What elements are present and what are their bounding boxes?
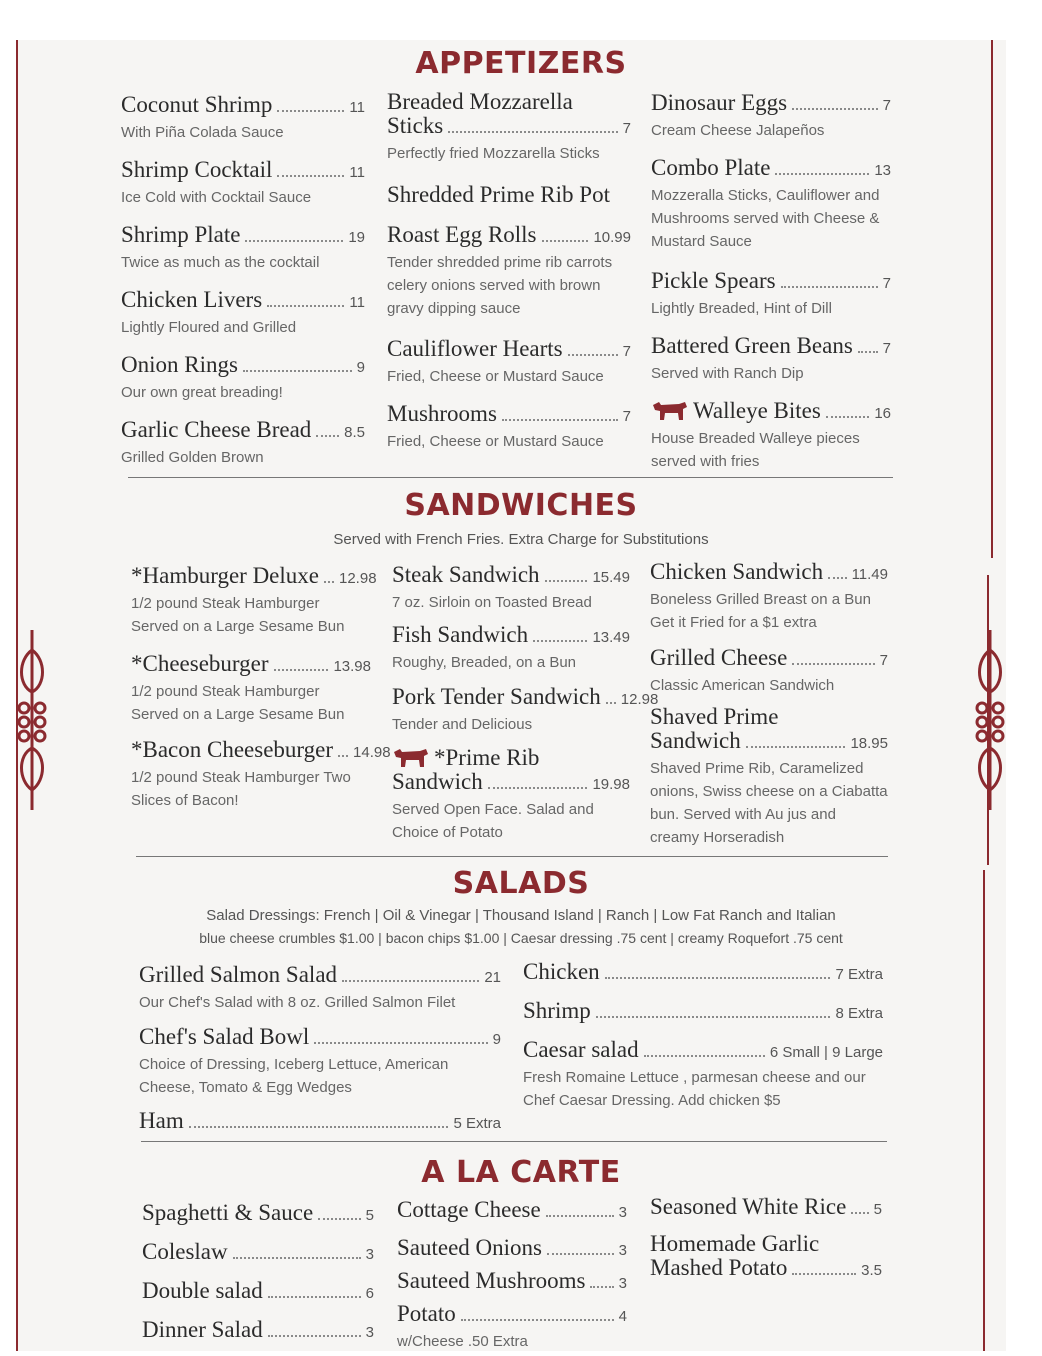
item-price: 13.49 <box>592 629 630 646</box>
item-desc: Fresh Romaine Lettuce , parmesan cheese and our Chef Caesar Dressing. Add chicken $5 <box>523 1069 866 1109</box>
item-desc: House Breaded Walleye pieces served with fries <box>651 430 860 470</box>
item-desc: Cream Cheese Jalapeños <box>651 122 825 139</box>
item-price: 13.98 <box>333 658 371 675</box>
menu-item <box>392 622 630 684</box>
item-price: 7 Extra <box>835 966 883 983</box>
alacarte-col-2 <box>397 1197 627 1349</box>
item-name-line1: Breaded Mozzarella <box>387 89 573 114</box>
item-name: Grilled Cheese <box>650 645 788 670</box>
ornament-scroll-icon-right <box>972 630 1008 810</box>
alacarte-title: A LA CARTE <box>421 1155 621 1190</box>
appetizers-col-3 <box>651 90 891 470</box>
item-price: 3 <box>618 1204 627 1221</box>
appetizers-col-2 <box>387 90 631 466</box>
item-price: 18.95 <box>850 735 888 752</box>
item-name: Pork Tender Sandwich <box>392 684 601 709</box>
item-name: Mushrooms <box>387 401 497 426</box>
item-desc: Classic American Sandwich <box>650 677 835 694</box>
item-price: 11 <box>349 164 365 181</box>
item-price: 7 <box>622 343 631 360</box>
item-price: 7 <box>879 652 888 669</box>
item-price: 9 <box>492 1031 501 1048</box>
menu-item <box>142 1278 374 1317</box>
menu-item <box>139 1024 501 1108</box>
menu-item <box>142 1200 374 1239</box>
menu-item <box>650 645 888 705</box>
right-border-top <box>991 40 993 558</box>
item-price: 11 <box>349 99 365 116</box>
item-desc: Choice of Dressing, Iceberg Lettuce, American Cheese, Tomato & Egg Wedges <box>139 1056 449 1096</box>
menu-item <box>121 157 365 222</box>
item-name: Grilled Salmon Salad <box>139 962 338 987</box>
item-name-line2: Sandwich <box>650 728 741 753</box>
sandwiches-col-2 <box>392 562 659 846</box>
menu-item <box>392 746 630 846</box>
menu-item <box>397 1301 627 1349</box>
alacarte-col-3 <box>650 1194 882 1282</box>
item-price: 16 <box>874 405 891 422</box>
menu-item <box>397 1235 627 1268</box>
item-name: Shrimp Cocktail <box>121 157 273 182</box>
bull-icon <box>651 399 689 421</box>
item-name: Roast Egg Rolls <box>387 222 537 247</box>
item-name: Combo Plate <box>651 155 771 180</box>
item-desc: Served Open Face. Salad and Choice of Potato <box>392 801 594 841</box>
item-price: 5 <box>873 1201 882 1218</box>
item-desc: Lightly Breaded, Hint of Dill <box>651 300 832 317</box>
menu-item <box>523 1037 883 1117</box>
item-desc: Our Chef's Salad with 8 oz. Grilled Salmon Filet <box>139 994 456 1011</box>
item-name: Seasoned White Rice <box>650 1194 847 1219</box>
salads-addons: blue cheese crumbles $1.00 | bacon chips $1.00 | Caesar dressing .75 cent | creamy Roquefort .75 cent <box>199 930 843 946</box>
item-desc: Boneless Grilled Breast on a Bun Get it Fried for a $1 extra <box>650 591 871 631</box>
item-price: 15.49 <box>592 569 630 586</box>
item-name-line2: Mashed Potato <box>650 1255 788 1280</box>
menu-item <box>392 684 659 746</box>
item-name: Potato <box>397 1301 456 1326</box>
item-name: Dinner Salad <box>142 1317 263 1342</box>
menu-item <box>131 563 377 651</box>
item-price: 3 <box>365 1324 374 1341</box>
menu-item <box>650 1232 882 1282</box>
item-price: 5 <box>365 1207 374 1224</box>
item-desc: 7 oz. Sirloin on Toasted Bread <box>392 594 592 611</box>
item-desc: 1/2 pound Steak Hamburger Served on a Large Sesame Bun <box>131 595 345 635</box>
menu-item <box>650 705 888 845</box>
item-price: 11 <box>349 294 365 311</box>
menu-item <box>650 1194 882 1232</box>
item-name: *Bacon Cheeseburger <box>131 737 334 762</box>
menu-item <box>131 651 371 737</box>
item-name: Fish Sandwich <box>392 622 529 647</box>
menu-item <box>121 222 365 287</box>
menu-item <box>121 92 365 157</box>
sandwiches-col-1 <box>131 563 391 823</box>
item-price: 19 <box>348 229 365 246</box>
item-desc: Twice as much as the cocktail <box>121 254 320 271</box>
item-name: Onion Rings <box>121 352 238 377</box>
item-name: Pickle Spears <box>651 268 776 293</box>
menu-item <box>651 155 891 268</box>
item-desc: Ice Cold with Cocktail Sauce <box>121 189 312 206</box>
menu-item <box>387 336 631 401</box>
item-price: 6 <box>365 1285 374 1302</box>
item-price: 5 Extra <box>453 1115 501 1132</box>
item-desc: 1/2 pound Steak Hamburger Two Slices of Bacon! <box>131 769 351 809</box>
divider <box>128 477 893 478</box>
item-name: Garlic Cheese Bread <box>121 417 312 442</box>
menu-item <box>397 1268 627 1301</box>
item-name-line2: Sticks <box>387 113 444 138</box>
item-name: *Cheeseburger <box>131 651 269 676</box>
item-price: 12.98 <box>339 570 377 587</box>
item-price: 13 <box>874 162 891 179</box>
menu-item <box>387 90 631 182</box>
appetizers-title: APPETIZERS <box>415 46 627 81</box>
item-price: 7 <box>882 340 891 357</box>
appetizers-col-1 <box>121 92 365 482</box>
item-name: Chicken Sandwich <box>650 559 824 584</box>
menu-item <box>651 398 891 470</box>
item-desc: Tender and Delicious <box>392 716 533 733</box>
item-price: 7 <box>622 408 631 425</box>
menu-item <box>523 998 883 1037</box>
item-price: 10.99 <box>593 229 631 246</box>
item-name: Coleslaw <box>142 1239 228 1264</box>
item-desc: With Piña Colada Sauce <box>121 124 284 141</box>
item-name: Chicken Livers <box>121 287 263 312</box>
item-name: Sauteed Onions <box>397 1235 543 1260</box>
item-price: 7 <box>622 120 631 137</box>
menu-item <box>387 182 631 222</box>
item-name: Battered Green Beans <box>651 333 853 358</box>
item-price: 8 Extra <box>835 1005 883 1022</box>
item-name: *Hamburger Deluxe <box>131 563 319 588</box>
item-desc: 1/2 pound Steak Hamburger Served on a Large Sesame Bun <box>131 683 345 723</box>
salads-title: SALADS <box>452 866 590 901</box>
item-name: Walleye Bites <box>693 398 821 423</box>
item-name: Shredded Prime Rib Pot <box>387 182 610 207</box>
menu-item <box>121 417 365 482</box>
divider <box>136 856 888 857</box>
item-desc: Grilled Golden Brown <box>121 449 264 466</box>
item-desc: Served with Ranch Dip <box>651 365 804 382</box>
item-price: 7 <box>882 275 891 292</box>
item-name-line1: Homemade Garlic <box>650 1231 820 1256</box>
item-name: Shrimp Plate <box>121 222 241 247</box>
item-price: 4 <box>618 1308 627 1325</box>
item-price: 3 <box>365 1246 374 1263</box>
item-price: 3.5 <box>861 1262 882 1279</box>
salads-dressings: Salad Dressings: French | Oil & Vinegar | Thousand Island | Ranch | Low Fat Ranch and Italian <box>206 907 836 924</box>
menu-item <box>651 333 891 398</box>
item-desc: Lightly Floured and Grilled <box>121 319 297 336</box>
item-desc: Our own great breading! <box>121 384 283 401</box>
item-name: Chicken <box>523 959 600 984</box>
ornament-scroll-icon-left <box>14 630 50 810</box>
menu-item <box>392 562 630 622</box>
item-desc: Shaved Prime Rib, Caramelized onions, Swiss cheese on a Ciabatta bun. Served with Au jus and creamy Horseradish <box>650 760 888 846</box>
menu-item <box>523 959 883 998</box>
item-name: Caesar salad <box>523 1037 639 1062</box>
salads-col-2 <box>523 959 883 1117</box>
item-name: Sauteed Mushrooms <box>397 1268 586 1293</box>
menu-item <box>131 737 391 823</box>
item-desc: Mozzeralla Sticks, Cauliflower and Mushrooms served with Cheese & Mustard Sauce <box>651 187 880 250</box>
item-name: Coconut Shrimp <box>121 92 273 117</box>
item-name-line1: *Prime Rib <box>434 745 540 770</box>
menu-item <box>142 1317 374 1356</box>
item-price: 19.98 <box>592 776 630 793</box>
item-desc: Roughy, Breaded, on a Bun <box>392 654 577 671</box>
item-price: 12.98 <box>620 691 659 708</box>
item-desc: Fried, Cheese or Mustard Sauce <box>387 433 604 450</box>
bull-icon <box>392 746 430 768</box>
item-name: Steak Sandwich <box>392 562 540 587</box>
menu-item <box>121 287 365 352</box>
menu-item <box>139 962 501 1024</box>
item-price: 21 <box>484 969 501 986</box>
item-desc: Perfectly fried Mozzarella Sticks <box>387 145 600 162</box>
alacarte-col-1 <box>142 1200 374 1356</box>
item-name: Spaghetti & Sauce <box>142 1200 314 1225</box>
menu-item <box>651 268 891 333</box>
salads-col-1 <box>139 962 501 1138</box>
item-price: 14.98 <box>353 744 391 761</box>
item-name-line2: Sandwich <box>392 769 483 794</box>
menu-item <box>121 352 365 417</box>
item-name: Cottage Cheese <box>397 1197 541 1222</box>
item-name-line1: Shaved Prime <box>650 704 779 729</box>
item-name: Dinosaur Eggs <box>651 90 788 115</box>
item-price: 3 <box>618 1275 627 1292</box>
item-desc: w/Cheese .50 Extra <box>397 1333 528 1350</box>
sandwiches-title: SANDWICHES <box>404 488 638 523</box>
item-name: Cauliflower Hearts <box>387 336 563 361</box>
menu-item <box>142 1239 374 1278</box>
sandwiches-note: Served with French Fries. Extra Charge for Substitutions <box>333 531 709 548</box>
item-desc: Fried, Cheese or Mustard Sauce <box>387 368 604 385</box>
item-price: 6 Small | 9 Large <box>769 1044 883 1061</box>
menu-item <box>387 222 631 336</box>
menu-item <box>139 1108 501 1138</box>
divider <box>141 1141 887 1142</box>
item-price: 9 <box>356 359 365 376</box>
item-name: Shrimp <box>523 998 591 1023</box>
item-desc: Tender shredded prime rib carrots celery onions served with brown gravy dipping sauce <box>387 254 613 317</box>
item-price: 8.5 <box>344 424 365 441</box>
sandwiches-col-3 <box>650 559 888 845</box>
item-name: Chef's Salad Bowl <box>139 1024 310 1049</box>
menu-item <box>650 559 888 645</box>
menu-item <box>397 1197 627 1235</box>
item-price: 3 <box>618 1242 627 1259</box>
item-price: 11.49 <box>851 566 888 583</box>
item-name: Double salad <box>142 1278 263 1303</box>
menu-item <box>387 401 631 466</box>
item-name: Ham <box>139 1108 184 1133</box>
menu-item <box>651 90 891 155</box>
item-price: 7 <box>882 97 891 114</box>
